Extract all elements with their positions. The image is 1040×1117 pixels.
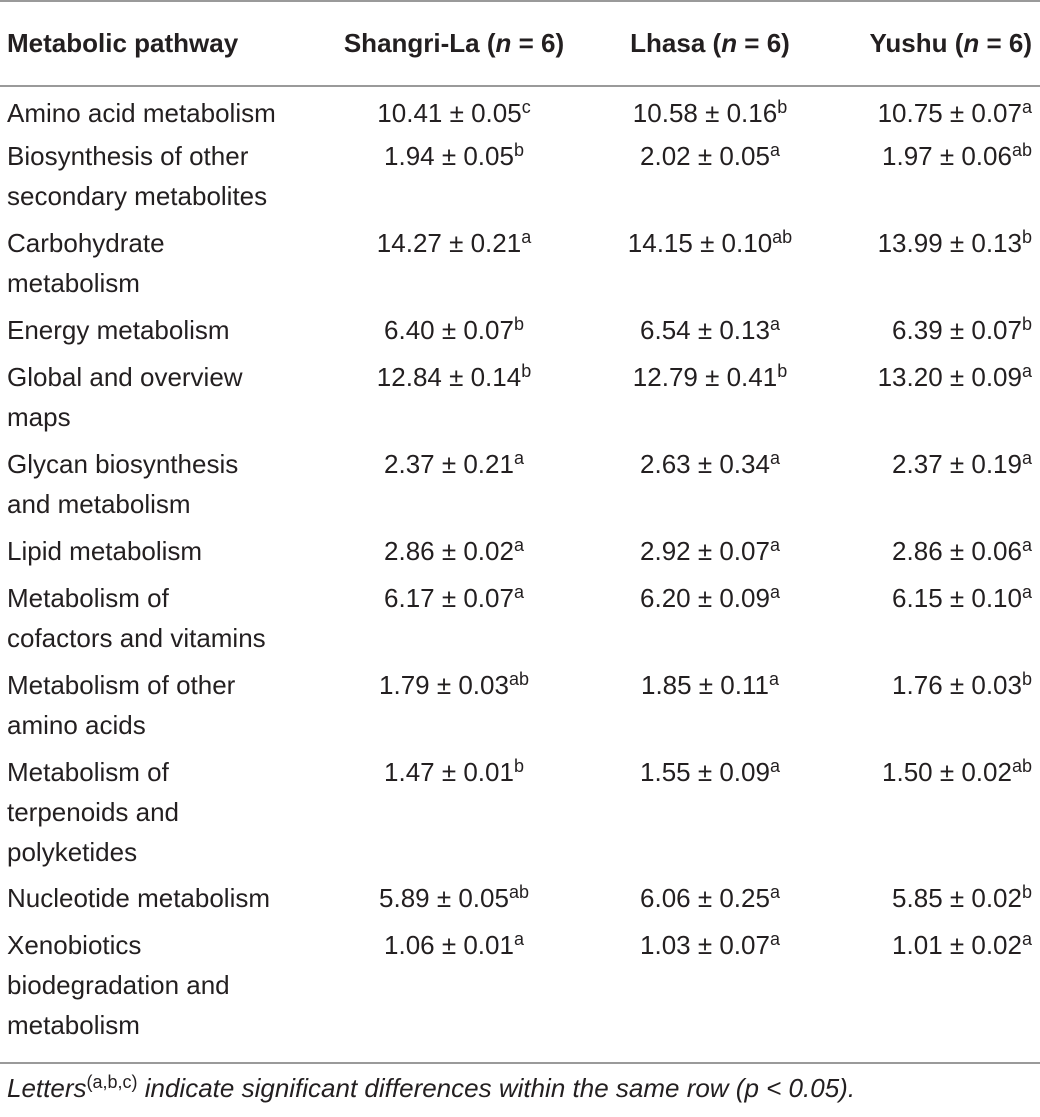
table-row [0, 136, 1040, 223]
significance-letter: a [1021, 929, 1032, 949]
mean-sd-value: 6.15 ± 0.10 [892, 583, 1022, 613]
mean-sd-value: 6.17 ± 0.07 [384, 583, 514, 613]
significance-letter: b [1021, 227, 1032, 247]
pathway-name-line: Metabolism of other [7, 670, 236, 700]
significance-letter: a [769, 582, 780, 602]
significance-letter: a [521, 227, 532, 247]
pathway-name-line: Amino acid metabolism [7, 98, 276, 128]
mean-sd-value: 2.86 ± 0.06 [892, 536, 1022, 566]
yushu-value-cell [830, 665, 1040, 752]
significance-letter: a [513, 582, 524, 602]
yushu-value-cell [830, 531, 1040, 578]
mean-sd-value: 2.37 ± 0.19 [892, 449, 1022, 479]
significance-letter: a [769, 756, 780, 776]
shangri-la-value-cell [318, 665, 590, 752]
pathway-name-line: amino acids [7, 710, 146, 740]
pathway-name-cell [0, 531, 318, 578]
mean-sd-value: 6.39 ± 0.07 [892, 315, 1022, 345]
significance-letter: b [513, 756, 524, 776]
significance-letter: a [769, 535, 780, 555]
mean-sd-value: 12.79 ± 0.41 [632, 362, 778, 392]
mean-sd-value: 13.20 ± 0.09 [877, 362, 1022, 392]
pathway-name-cell [0, 136, 318, 223]
lhasa-value-cell [590, 878, 830, 925]
footnote-lead: Letters [7, 1073, 87, 1103]
mean-sd-value: 14.15 ± 0.10 [627, 228, 773, 258]
header-yushu-n: n [963, 28, 980, 58]
mean-sd-value: 1.85 ± 0.11 [640, 670, 769, 700]
mean-sd-value: 12.84 ± 0.14 [376, 362, 522, 392]
header-lhasa-n: n [721, 28, 738, 58]
yushu-value-cell [830, 310, 1040, 357]
table-row [0, 444, 1040, 531]
mean-sd-value: 10.58 ± 0.16 [632, 98, 778, 128]
pathway-name-cell [0, 578, 318, 665]
shangri-la-value-cell [318, 310, 590, 357]
table-row [0, 878, 1040, 925]
significance-letter: a [1021, 535, 1032, 555]
pathway-name-cell [0, 310, 318, 357]
significance-letter: b [1021, 669, 1032, 689]
pathway-name-cell [0, 752, 318, 878]
table-body [0, 86, 1040, 1051]
significance-letter: a [1021, 97, 1032, 117]
significance-letter: b [1021, 882, 1032, 902]
table-row [0, 357, 1040, 444]
pathway-name-line: polyketides [7, 837, 138, 867]
yushu-value-cell [830, 925, 1040, 1051]
table-row [0, 925, 1040, 1051]
mean-sd-value: 1.06 ± 0.01 [384, 930, 514, 960]
pathway-name-line: Glycan biosynthesis [7, 449, 239, 479]
significance-letter: a [1021, 361, 1032, 381]
header-lhasa-prefix: Lhasa ( [630, 28, 722, 58]
shangri-la-value-cell [318, 223, 590, 310]
mean-sd-value: 2.02 ± 0.05 [640, 141, 770, 171]
yushu-value-cell [830, 578, 1040, 665]
header-yushu-suffix: = 6) [979, 28, 1032, 58]
significance-letter: a [768, 669, 779, 689]
pathway-name-line: metabolism [7, 1010, 140, 1040]
mean-sd-value: 1.47 ± 0.01 [384, 757, 514, 787]
table-row [0, 578, 1040, 665]
significance-letter: a [1021, 582, 1032, 602]
significance-letter: ab [508, 882, 529, 902]
lhasa-value-cell [590, 578, 830, 665]
mean-sd-value: 1.01 ± 0.02 [892, 930, 1022, 960]
pathway-name-line: cofactors and vitamins [7, 623, 266, 653]
pathway-name-cell [0, 86, 318, 136]
pathway-name-line: biodegradation and [7, 970, 230, 1000]
significance-letter: c [521, 97, 531, 117]
pathway-name-cell [0, 878, 318, 925]
significance-letter: ab [772, 227, 793, 247]
mean-sd-value: 2.37 ± 0.21 [384, 449, 514, 479]
shangri-la-value-cell [318, 752, 590, 878]
yushu-value-cell [830, 752, 1040, 878]
header-shangri-la-suffix: = 6) [511, 28, 565, 58]
pathway-name-line: Lipid metabolism [7, 536, 203, 566]
mean-sd-value: 10.75 ± 0.07 [877, 98, 1022, 128]
lhasa-value-cell [590, 752, 830, 878]
shangri-la-value-cell [318, 531, 590, 578]
table-row [0, 531, 1040, 578]
mean-sd-value: 2.92 ± 0.07 [640, 536, 770, 566]
pathway-name-cell [0, 223, 318, 310]
significance-letter: b [513, 314, 524, 334]
pathway-name-line: Nucleotide metabolism [7, 883, 271, 913]
mean-sd-value: 5.89 ± 0.05 [379, 883, 509, 913]
lhasa-value-cell [590, 86, 830, 136]
header-yushu-prefix: Yushu ( [869, 28, 964, 58]
mean-sd-value: 2.63 ± 0.34 [640, 449, 770, 479]
yushu-value-cell [830, 878, 1040, 925]
significance-letter: ab [1011, 140, 1032, 160]
table-footnote [7, 1068, 855, 1111]
mean-sd-value: 1.76 ± 0.03 [892, 670, 1022, 700]
table-row [0, 86, 1040, 136]
yushu-value-cell [830, 444, 1040, 531]
significance-letter: a [769, 140, 780, 160]
yushu-value-cell [830, 86, 1040, 136]
lhasa-value-cell [590, 665, 830, 752]
mean-sd-value: 6.40 ± 0.07 [384, 315, 514, 345]
mean-sd-value: 2.86 ± 0.02 [384, 536, 514, 566]
shangri-la-value-cell [318, 444, 590, 531]
pathway-name-line: maps [7, 402, 71, 432]
table-row [0, 752, 1040, 878]
lhasa-value-cell [590, 531, 830, 578]
pathway-name-cell [0, 357, 318, 444]
significance-letter: b [513, 140, 524, 160]
significance-letter: b [777, 97, 788, 117]
shangri-la-value-cell [318, 925, 590, 1051]
mean-sd-value: 6.06 ± 0.25 [640, 883, 770, 913]
lhasa-value-cell [590, 223, 830, 310]
yushu-value-cell [830, 223, 1040, 310]
shangri-la-value-cell [318, 136, 590, 223]
lhasa-value-cell [590, 357, 830, 444]
lhasa-value-cell [590, 925, 830, 1051]
pathway-name-line: Energy metabolism [7, 315, 230, 345]
pathway-name-line: secondary metabolites [7, 181, 268, 211]
header-metabolic-pathway: Metabolic pathway [0, 1, 318, 86]
footnote-text: indicate significant differences within the same row (p < 0.05). [137, 1073, 856, 1103]
header-shangri-la [318, 1, 590, 86]
significance-letter: a [513, 535, 524, 555]
significance-letter: a [513, 929, 524, 949]
header-row [0, 1, 1040, 86]
pathway-name-line: terpenoids and [7, 797, 180, 827]
footnote-superscript: (a,b,c) [86, 1072, 138, 1092]
mean-sd-value: 1.55 ± 0.09 [640, 757, 770, 787]
footnote-divider [0, 1062, 1040, 1064]
mean-sd-value: 13.99 ± 0.13 [877, 228, 1022, 258]
header-shangri-la-prefix: Shangri-La ( [343, 28, 496, 58]
pathway-name-line: metabolism [7, 268, 140, 298]
mean-sd-value: 14.27 ± 0.21 [376, 228, 522, 258]
pathway-name-line: Metabolism of [7, 583, 169, 613]
mean-sd-value: 1.97 ± 0.06 [882, 141, 1012, 171]
mean-sd-value: 10.41 ± 0.05 [377, 98, 522, 128]
lhasa-value-cell [590, 310, 830, 357]
pathway-name-cell [0, 665, 318, 752]
table-row [0, 310, 1040, 357]
significance-letter: b [777, 361, 788, 381]
significance-letter: a [769, 929, 780, 949]
mean-sd-value: 1.03 ± 0.07 [640, 930, 770, 960]
pathway-name-cell [0, 925, 318, 1051]
shangri-la-value-cell [318, 578, 590, 665]
significance-letter: a [769, 882, 780, 902]
header-lhasa [590, 1, 830, 86]
pathway-name-line: Biosynthesis of other [7, 141, 249, 171]
mean-sd-value: 1.79 ± 0.03 [379, 670, 509, 700]
significance-letter: ab [1011, 756, 1032, 776]
pathway-name-line: Xenobiotics [7, 930, 142, 960]
mean-sd-value: 6.20 ± 0.09 [640, 583, 770, 613]
significance-letter: a [513, 448, 524, 468]
mean-sd-value: 5.85 ± 0.02 [892, 883, 1022, 913]
header-shangri-la-n: n [495, 28, 512, 58]
mean-sd-value: 1.50 ± 0.02 [882, 757, 1012, 787]
lhasa-value-cell [590, 444, 830, 531]
mean-sd-value: 6.54 ± 0.13 [640, 315, 770, 345]
table-row [0, 223, 1040, 310]
shangri-la-value-cell [318, 357, 590, 444]
pathway-name-line: Global and overview [7, 362, 243, 392]
shangri-la-value-cell [318, 86, 590, 136]
pathway-name-cell [0, 444, 318, 531]
significance-letter: a [769, 314, 780, 334]
lhasa-value-cell [590, 136, 830, 223]
pathway-name-line: Metabolism of [7, 757, 169, 787]
significance-letter: a [769, 448, 780, 468]
pathway-name-line: Carbohydrate [7, 228, 165, 258]
yushu-value-cell [830, 357, 1040, 444]
shangri-la-value-cell [318, 878, 590, 925]
pathway-name-line: and metabolism [7, 489, 191, 519]
yushu-value-cell [830, 136, 1040, 223]
header-lhasa-suffix: = 6) [737, 28, 790, 58]
significance-letter: ab [508, 669, 529, 689]
significance-letter: b [521, 361, 532, 381]
table-row [0, 665, 1040, 752]
significance-letter: a [1021, 448, 1032, 468]
header-yushu [830, 1, 1040, 86]
mean-sd-value: 1.94 ± 0.05 [384, 141, 514, 171]
significance-letter: b [1021, 314, 1032, 334]
